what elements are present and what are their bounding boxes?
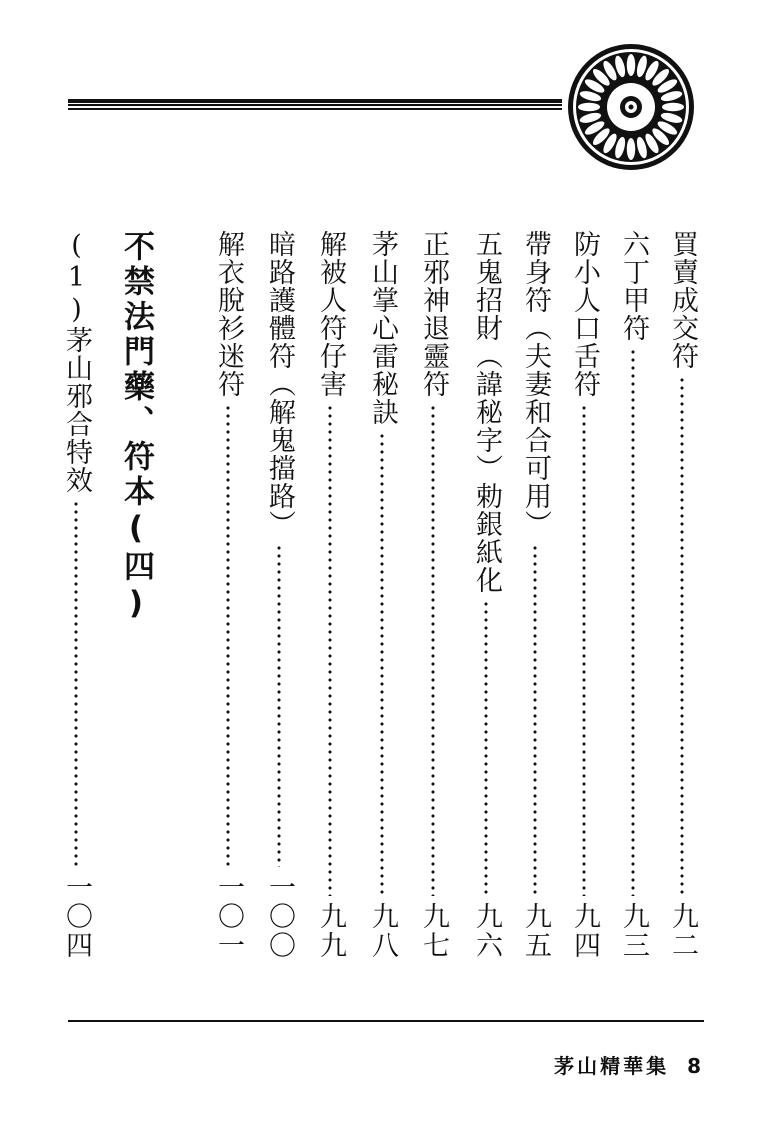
toc-entry[interactable] — [259, 230, 299, 960]
dot-leader — [328, 404, 332, 896]
dot-leader — [680, 376, 684, 896]
emblem-petal — [627, 54, 635, 76]
toc-entry[interactable] — [662, 230, 702, 960]
toc-entry-title: 防小人口舌符 — [569, 230, 600, 398]
emblem-petal — [643, 104, 654, 110]
toc-entry-title: 正邪神退靈符 — [418, 230, 449, 398]
lotus-emblem-icon — [566, 42, 696, 172]
dot-leader — [277, 544, 281, 867]
emblem-petal — [662, 103, 684, 111]
toc-entry-title: (1)茅山邪合特效 — [61, 230, 92, 494]
toc-entry[interactable] — [310, 230, 350, 960]
top-decorative-rule — [68, 99, 562, 110]
toc-entry-page: 一〇〇 — [264, 873, 295, 960]
dot-leader — [631, 348, 635, 896]
emblem-petal — [608, 104, 619, 110]
toc-entry[interactable] — [564, 230, 604, 960]
page-footer — [554, 1050, 704, 1079]
toc-entry-page: 九五 — [520, 902, 551, 960]
toc-entry[interactable] — [515, 230, 555, 960]
toc-entry-page: 九三 — [618, 902, 649, 960]
page-number: 8 — [687, 1054, 704, 1078]
emblem-petal — [627, 138, 635, 160]
toc-entry-page: 九八 — [367, 902, 398, 960]
bottom-rule — [68, 1020, 704, 1022]
dot-leader — [380, 432, 384, 896]
toc-sub-entry[interactable] — [56, 230, 96, 960]
toc-entry-title: 解衣脫衫迷符 — [213, 230, 244, 398]
toc-entry-title: 解被人符仔害 — [315, 230, 346, 398]
dot-leader — [431, 404, 435, 896]
dot-leader — [533, 544, 537, 896]
toc-entry-title: 買賣成交符 — [667, 230, 698, 370]
toc-entry-title: 六丁甲符 — [618, 230, 649, 342]
toc-entry-page: 九七 — [418, 902, 449, 960]
toc-entry-page: 一〇一 — [213, 873, 244, 960]
toc-entry-page: 九六 — [471, 902, 502, 960]
toc-entry-title: 暗路護體符（解鬼擋路） — [264, 230, 295, 538]
section-heading — [113, 230, 159, 630]
toc-entry-title: 五鬼招財（諱秘字）勅銀紙化 — [471, 230, 502, 594]
toc-entry[interactable] — [362, 230, 402, 960]
toc-entry-title: 帶身符（夫妻和合可用） — [520, 230, 551, 538]
toc-entry[interactable] — [466, 230, 506, 960]
dot-leader — [226, 404, 230, 867]
toc-entry[interactable] — [613, 230, 653, 960]
dot-leader — [484, 600, 488, 896]
toc-entry[interactable] — [413, 230, 453, 960]
toc-entry-page: 九二 — [667, 902, 698, 960]
toc-entry-title: 茅山掌心雷秘訣 — [367, 230, 398, 426]
dot-leader — [582, 404, 586, 896]
toc-entry-page: 九四 — [569, 902, 600, 960]
toc-entry-page: 九九 — [315, 902, 346, 960]
dot-leader — [74, 500, 78, 867]
toc-entry-page: 一〇四 — [61, 873, 92, 960]
emblem-petal — [578, 103, 600, 111]
toc-entry[interactable] — [208, 230, 248, 960]
section-heading-text: 不禁法門藥、符本(四) — [118, 230, 154, 625]
book-title: 茅山精華集 — [554, 1054, 670, 1078]
